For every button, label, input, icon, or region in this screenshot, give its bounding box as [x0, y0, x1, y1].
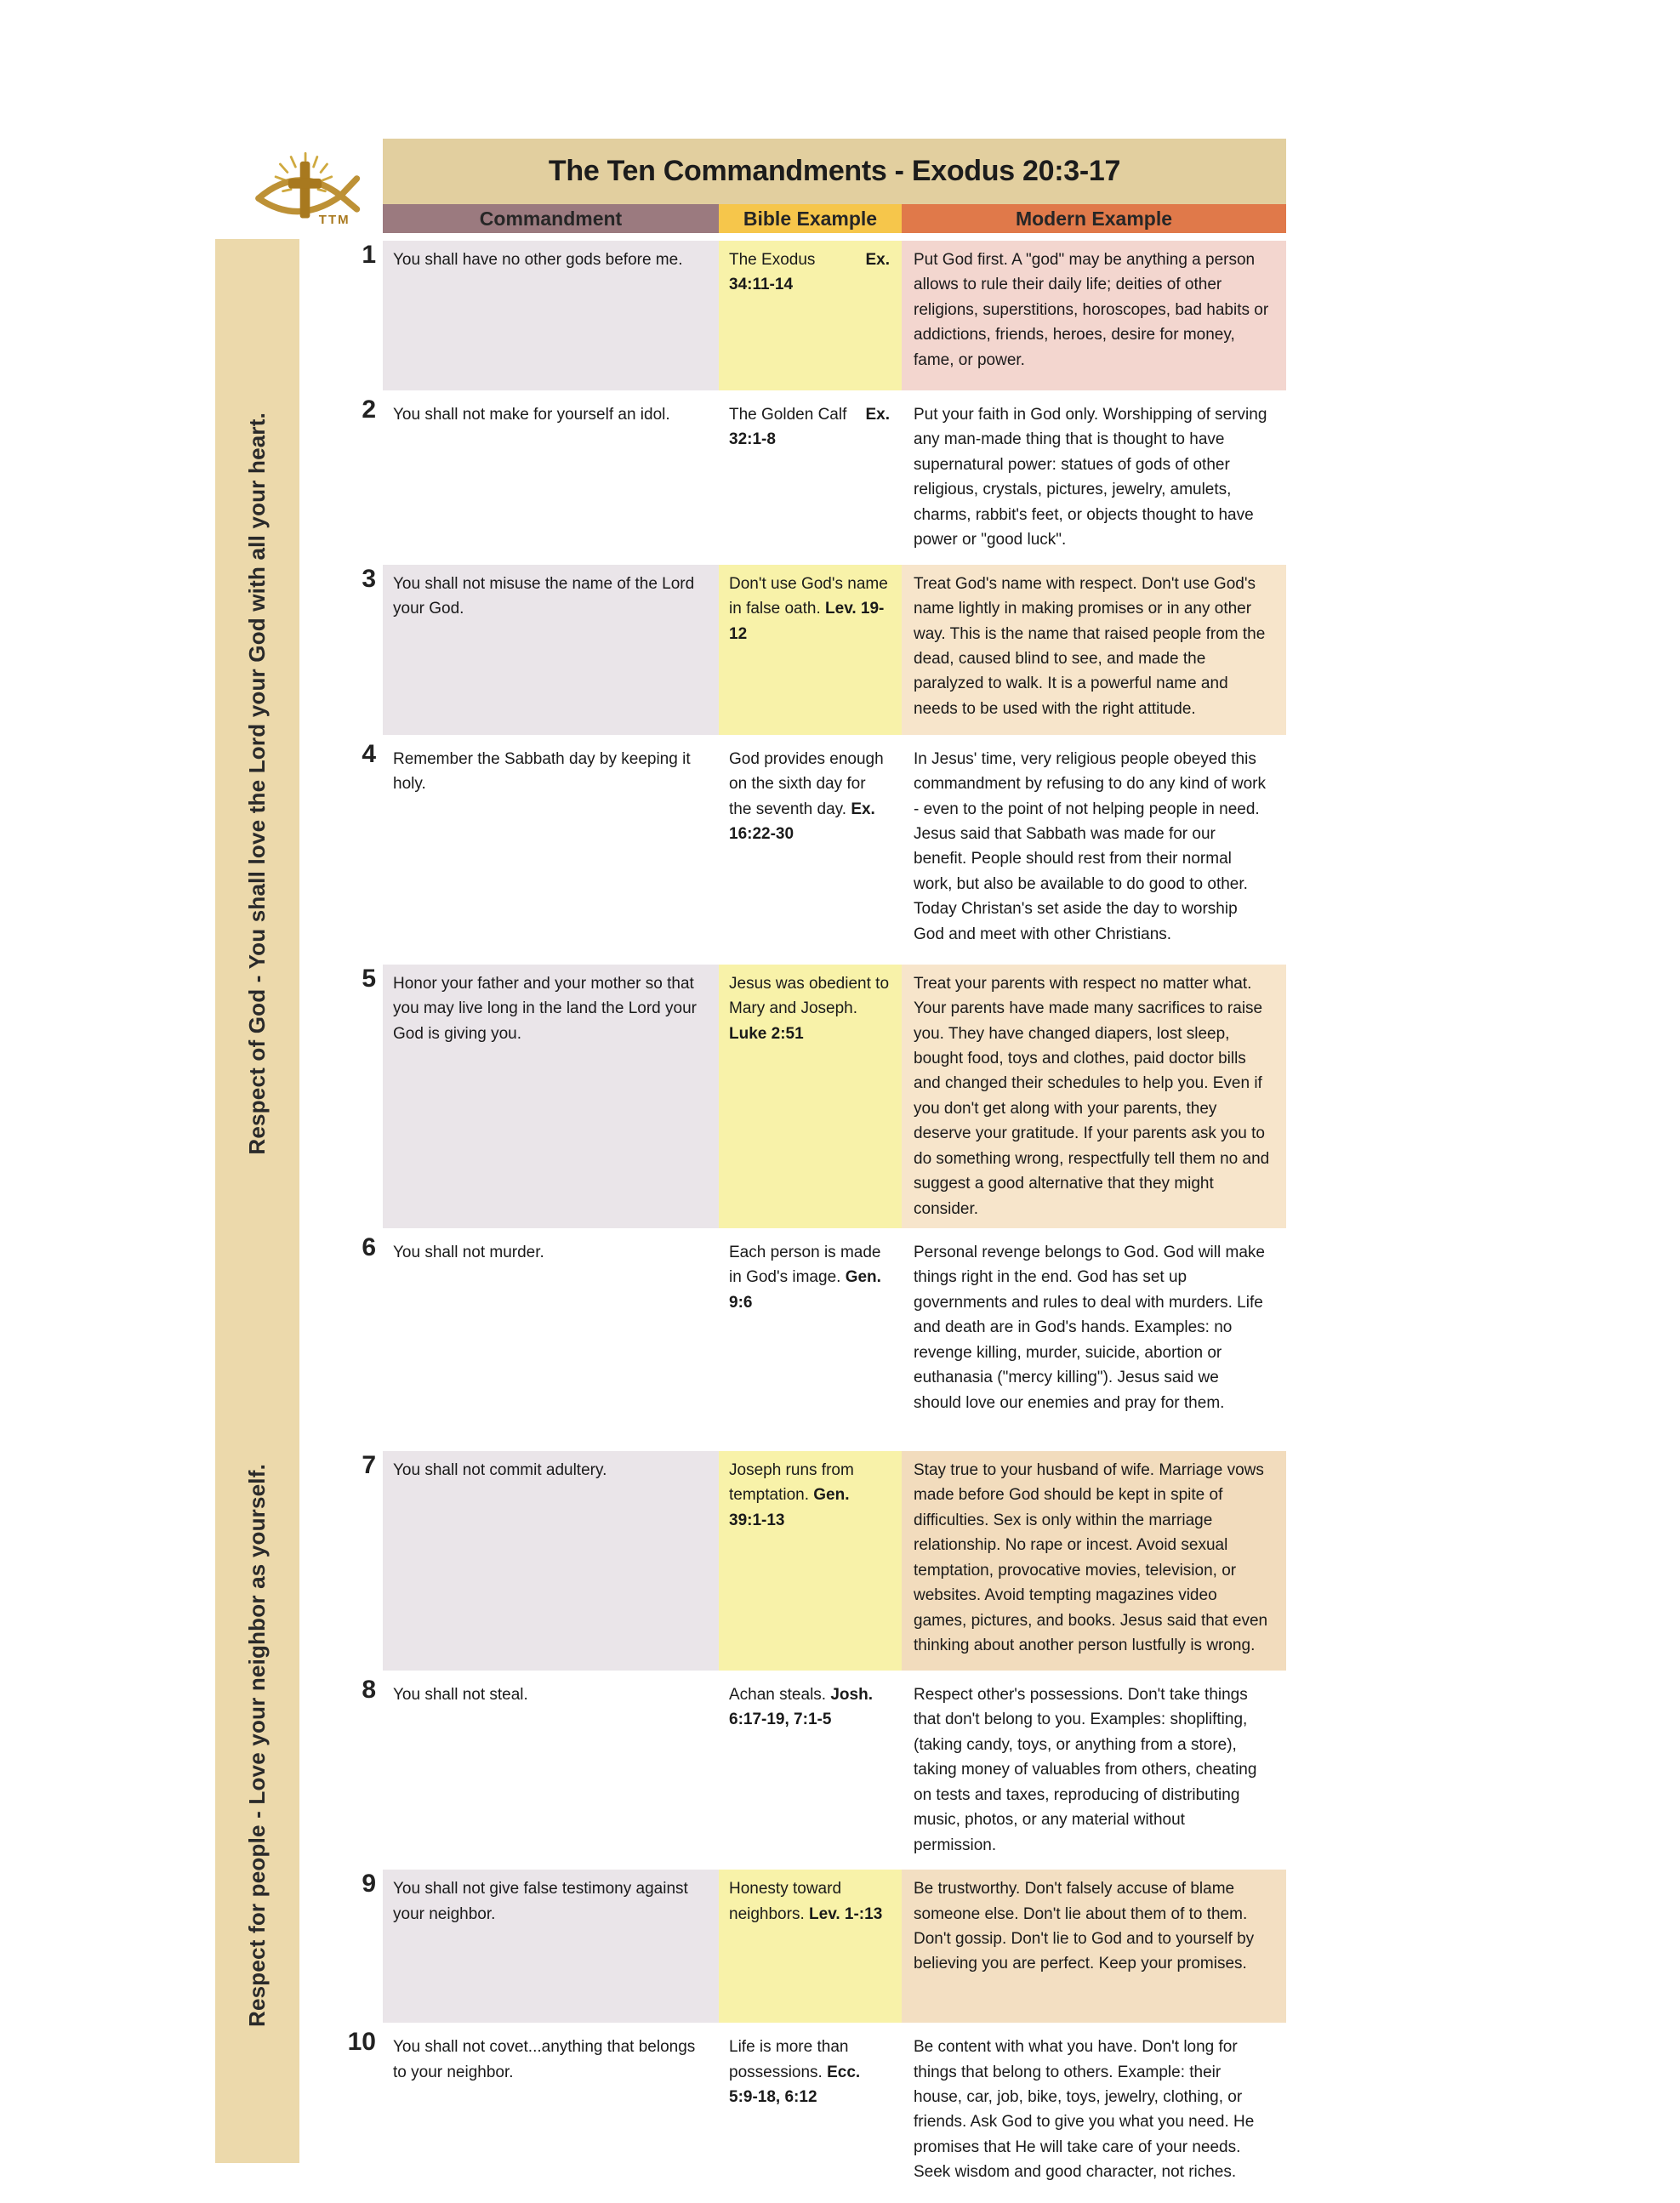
commandment-cell: You shall not steal.	[393, 1686, 528, 1704]
commandment-cell: Honor your father and your mother so that you may live long in the land the Lord your God is giving you.	[383, 965, 719, 1228]
row-number: 4	[362, 739, 376, 768]
row-number: 1	[362, 241, 376, 269]
bible-example-reference: Gen. 39:1-13	[729, 1486, 850, 1529]
column-header-modern-example: Modern Example	[902, 204, 1286, 233]
commandment-cell: You shall not give false testimony against your neighbor.	[383, 1870, 719, 2023]
bible-example-text: Joseph runs from temptation. Gen. 39:1-13	[729, 1461, 854, 1529]
bible-example-reference: Luke 2:51	[729, 1024, 804, 1043]
bible-example-cell	[719, 1233, 902, 1446]
bible-example-cell	[719, 1870, 902, 2023]
row-number: 2	[362, 396, 376, 424]
table-body	[347, 241, 1286, 2198]
bible-example-reference: Lev. 19-12	[729, 600, 885, 643]
bible-example-text: Life is more than possessions. Ecc. 5:9-18, 6:12	[729, 2038, 861, 2106]
bible-example-reference: Lev. 1-:13	[809, 1904, 883, 1923]
table-title-banner	[383, 139, 1286, 204]
column-header-commandment: Commandment	[383, 204, 719, 233]
sidebar-label-respect-of-god: Respect of God - You shall love the Lord your God with all your heart.	[244, 412, 270, 1155]
sidebar-section-respect-of-god	[215, 239, 299, 1328]
modern-example-cell: Be trustworthy. Don't falsely accuse of blame someone else. Don't lie about them of to them. Don't gossip. Don't lie to God and to yourself by believing you are perfect. Keep your promises.	[902, 1870, 1286, 2023]
table-row	[345, 1676, 1286, 1864]
bible-example-split	[729, 248, 890, 298]
bible-example-cell	[719, 565, 902, 735]
row-number: 9	[362, 1870, 376, 1898]
table-row	[345, 1870, 1286, 2023]
commandment-cell: You shall not commit adultery.	[383, 1451, 719, 1671]
table-row	[345, 2028, 1286, 2198]
bible-example-cell	[719, 1676, 902, 1864]
bible-example-reference: 32:1-8	[729, 430, 776, 449]
modern-example-cell: Personal revenge belongs to God. God will make things right in the end. God has set up governments and rules to deal with murders. Life and death are in God's hands. Examples: no revenge killing, murder, suicide, abortion or euthanasia ("mercy killing"). Jesus said we should love our enemies and pray for them.	[914, 1244, 1265, 1412]
modern-example-cell: Treat God's name with respect. Don't use God's name lightly in making promises or in any other way. This is the name that raised people from the dead, caused blind to see, and made the paralyzed to walk. It is a powerful name and needs to be used with the right attitude.	[902, 565, 1286, 735]
row-number: 6	[362, 1233, 376, 1261]
bible-example-text: Honesty toward neighbors. Lev. 1-:13	[729, 1880, 883, 1923]
bible-example-book-abbr: Ex.	[865, 406, 890, 424]
bible-example-reference: Ex. 16:22-30	[729, 800, 875, 843]
sidebar-section-respect-for-people	[215, 1328, 299, 2163]
bible-example-reference: Ecc. 5:9-18, 6:12	[729, 2063, 861, 2106]
row-number: 8	[362, 1676, 376, 1704]
table-row	[345, 1451, 1286, 1671]
modern-example-cell: Treat your parents with respect no matter what. Your parents have made many sacrifices to raise you. They have changed diapers, lost sleep, bought food, toys and clothes, paid doctor bills and changed their schedules to help you. Even if you don't get along with your parents, they deserve your gratitude. If your parents ask you to do something wrong, respectfully tell them no and suggest a good alternative that they might consider.	[902, 965, 1286, 1228]
modern-example-cell: Put your faith in God only. Worshipping of serving any man-made thing that is thought to have supernatural power: statues of gods of other religious, crystals, pictures, jewelry, amulets, charms, rabbit's feet, or objects thought to have power or "good luck".	[914, 406, 1267, 549]
logo-text: TTM	[318, 213, 350, 228]
commandments-table	[347, 139, 1286, 2203]
commandment-cell: You shall not murder.	[393, 1244, 544, 1261]
bible-example-reference: Gen. 9:6	[729, 1268, 881, 1312]
bible-example-text: Don't use God's name in false oath. Lev. 19-12	[729, 574, 888, 643]
bible-example-cell	[719, 1451, 902, 1671]
bible-example-reference: 34:11-14	[729, 276, 794, 294]
bible-example-reference: Josh. 6:17-19, 7:1-5	[729, 1686, 873, 1729]
table-row	[345, 241, 1286, 390]
bible-example-split	[729, 402, 890, 453]
bible-example-cell	[719, 740, 902, 959]
table-row	[345, 965, 1286, 1228]
commandment-cell: You shall have no other gods before me.	[383, 241, 719, 390]
bible-example-name: The Golden Calf	[729, 406, 847, 424]
bible-example-text: God provides enough on the sixth day for the seventh day. Ex. 16:22-30	[729, 749, 884, 843]
table-row	[345, 565, 1286, 735]
modern-example-cell: In Jesus' time, very religious people obeyed this commandment by refusing to do any kind of work - even to the point of not helping people in need. Jesus said that Sabbath was made for our benefit. People should rest from their normal work, but also be available to do good to other. Today Christan's set aside the day to worship God and meet with other Christians.	[914, 749, 1266, 943]
column-header-bible-example: Bible Example	[719, 204, 902, 233]
modern-example-cell: Respect other's possessions. Don't take things that don't belong to you. Examples: shoplifting, (taking candy, toys, or anything from a store), taking money of valuables from others, cheating on tests and taxes, reproducing of distributing music, photos, or any material without permission.	[914, 1686, 1257, 1854]
table-header-row	[383, 204, 1286, 233]
bible-example-text: Each person is made in God's image. Gen. 9:6	[729, 1244, 881, 1312]
modern-example-cell: Stay true to your husband of wife. Marriage vows made before God should be kept in spite of difficulties. Sex is only within the marriage relationship. No rape or incest. Avoid sexual temptation, provocative movies, television, or websites. Avoid tempting magazines video games, pictures, and books. Jesus said that even thinking about another person lustfully is wrong.	[902, 1451, 1286, 1671]
bible-example-name: The Exodus	[729, 251, 816, 269]
commandment-cell: You shall not make for yourself an idol.	[393, 406, 670, 424]
sidebar-strip	[215, 239, 299, 2163]
bible-example-text: Jesus was obedient to Mary and Joseph. Luke 2:51	[729, 974, 890, 1043]
table-row	[345, 396, 1286, 560]
row-number: 10	[347, 2028, 376, 2057]
modern-example-cell: Be content with what you have. Don't long for things that belong to others. Example: their house, car, job, bike, toys, jewelry, clothing, or friends. Ask God to give you what you need. He promises that He will take care of your needs. Seek wisdom and good character, not riches.	[914, 2038, 1255, 2182]
bible-example-book-abbr: Ex.	[865, 251, 890, 269]
bible-example-cell	[719, 241, 902, 390]
page-title: The Ten Commandments - Exodus 20:3-17	[548, 155, 1121, 187]
sidebar-label-respect-for-people: Respect for people - Love your neighbor as yourself.	[244, 1464, 270, 2027]
row-number: 7	[362, 1451, 376, 1479]
commandment-cell: You shall not covet...anything that belongs to your neighbor.	[393, 2038, 696, 2081]
bible-example-cell	[719, 965, 902, 1228]
commandment-cell: You shall not misuse the name of the Lord your God.	[383, 565, 719, 735]
bible-example-cell	[719, 396, 902, 560]
ttm-fish-logo	[245, 150, 364, 240]
table-row	[345, 740, 1286, 959]
row-number: 5	[362, 964, 376, 993]
modern-example-cell: Put God first. A "god" may be anything a person allows to rule their daily life; deities of other religions, superstitions, horoscopes, bad habits or addictions, friends, heroes, desire for money, fame, or power.	[902, 241, 1286, 390]
table-row	[345, 1233, 1286, 1446]
bible-example-cell	[719, 2028, 902, 2198]
bible-example-text: Achan steals. Josh. 6:17-19, 7:1-5	[729, 1686, 873, 1729]
row-number: 3	[362, 564, 376, 593]
commandment-cell: Remember the Sabbath day by keeping it holy.	[393, 749, 691, 794]
